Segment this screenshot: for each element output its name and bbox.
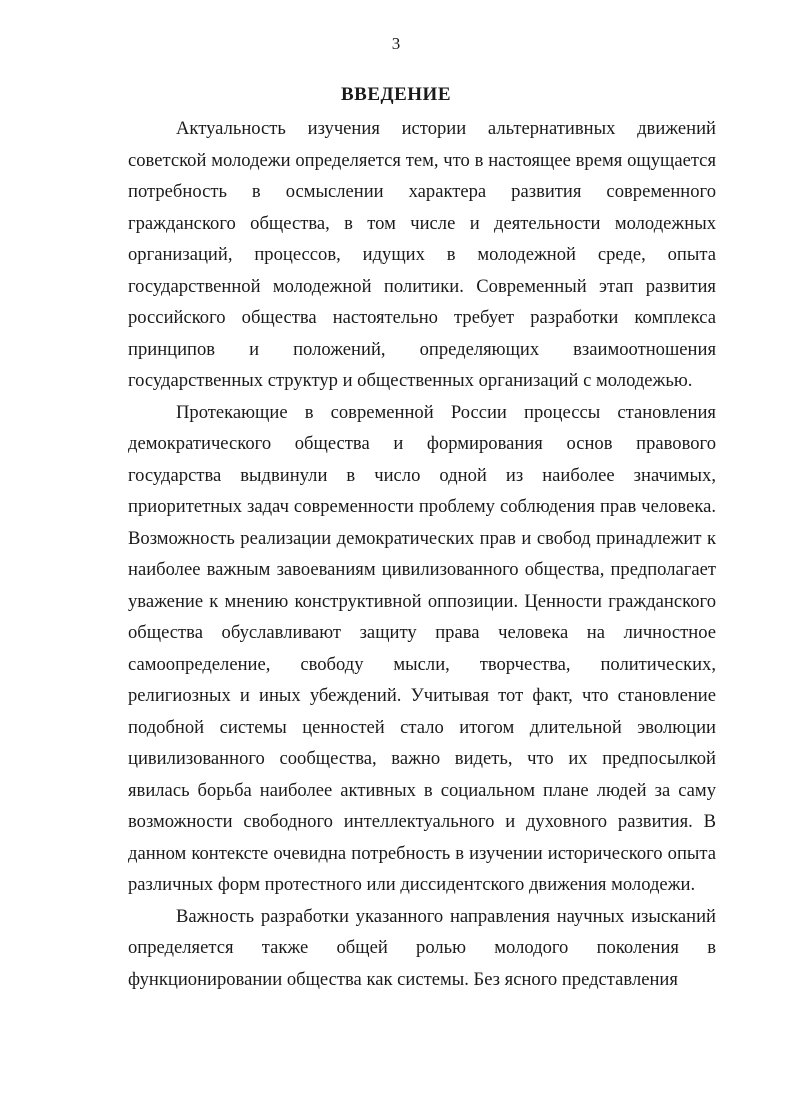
page-heading: ВВЕДЕНИЕ xyxy=(341,84,451,105)
paragraph-democratic-processes: Протекающие в современной России процессы становления демократического общества и формирования основ правового государства выдвинули в число одной из наиболее значимых, приоритетных задач современности проблему соблюдения прав человека. Возможность реализации демократических прав и свобод принадлежит к наиболее важным завоеваниям цивилизованного общества, предполагает уважение к мнению конструктивной оппозиции. Ценности гражданского общества обуславливают защиту права человека на личностное самоопределение, свободу мысли, творчества, политических, религиозных и иных убеждений. Учитывая тот факт, что становление подобной системы ценностей стало итогом длительной эволюции цивилизованного сообщества, важно видеть, что их предпосылкой явилась борьба наиболее активных в социальном плане людей за саму возможности свободного интеллектуального и духовного развития. В данном контексте очевидна потребность в изучении исторического опыта различных форм протестного или диссидентского движения молодежи. xyxy=(128,401,716,895)
page-number: 3 xyxy=(391,34,401,53)
paragraph-relevance: Актуальность изучения истории альтернативных движений советской молодежи определяется тем, что в настоящее время ощущается потребность в осмыслении характера развития современного гражданского общества, в том числе и деятельности молодежных организаций, процессов, идущих в молодежной среде, опыта государственной молодежной политики. Современный этап развития российского общества настоятельно требует разработки комплекса принципов и положений, определяющих взаимоотношения государственных структур и общественных организаций с молодежью. xyxy=(128,118,716,391)
body-text xyxy=(128,113,716,995)
paragraph-research-importance: Важность разработки указанного направления научных изысканий определяется также общей ролью молодого поколения в функционировании общества как системы. Без ясного представления xyxy=(128,905,716,990)
